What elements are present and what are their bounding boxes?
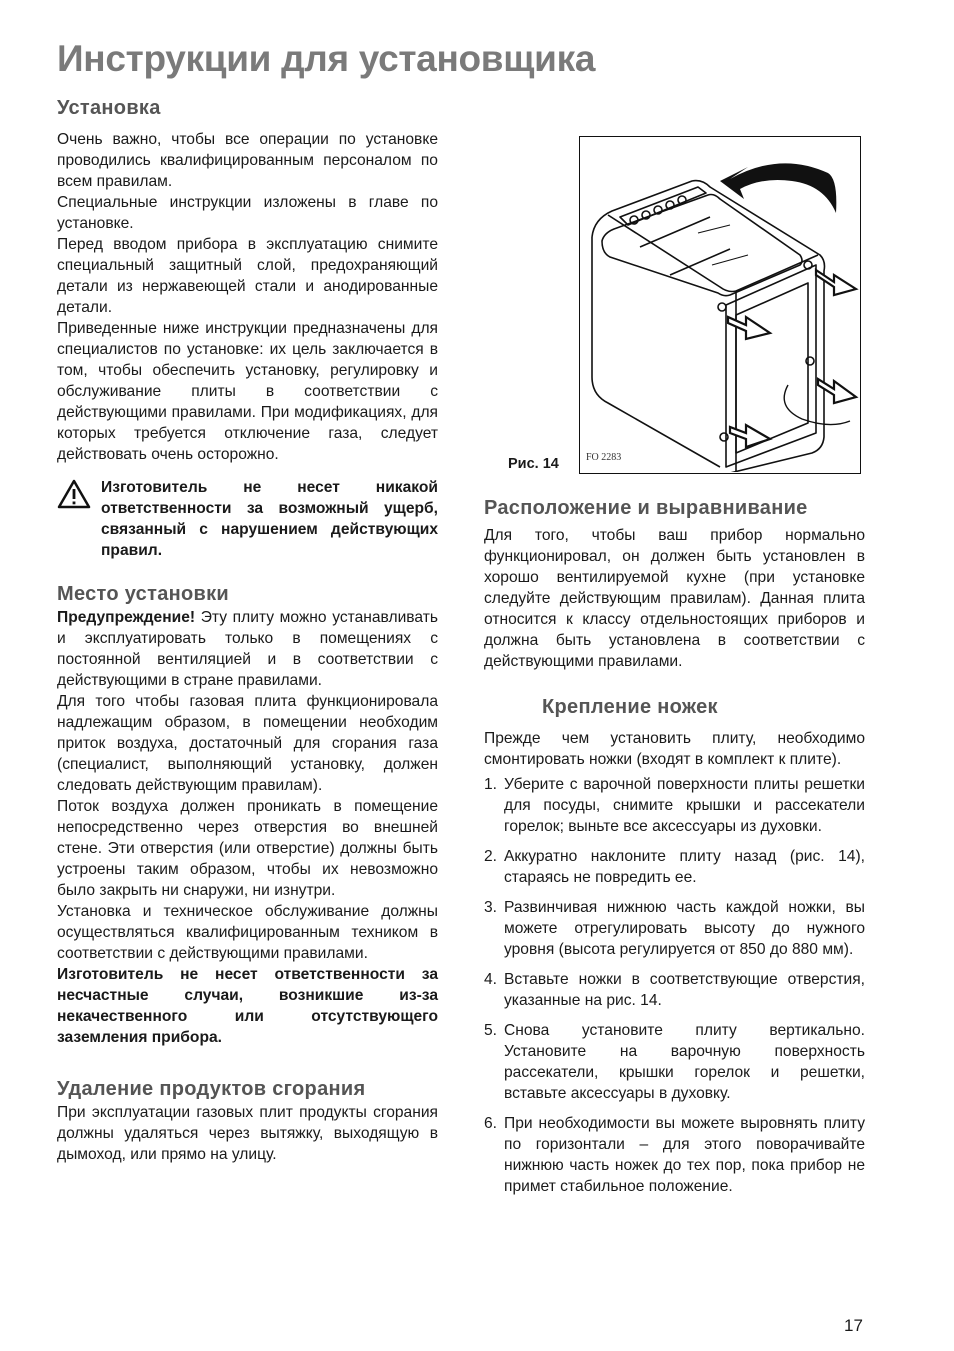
list-item: 2. Аккуратно наклоните плиту назад (рис. 14), стараясь не повредить ее. [484, 848, 865, 886]
combustion-paragraph: При эксплуатации газовых плит продукты сгорания должны удаляться через вытяжку, выходящую в дымоход, или прямо на улицу. [57, 1104, 438, 1163]
location-paragraph: Предупреждение! Эту плиту можно устанавливать и эксплуатировать только в помещениях с постоянной вентиляцией и в соответствии с действующими в стране правилами. [57, 609, 438, 689]
page-title: Инструкции для установщика [57, 38, 596, 79]
location-paragraph: Для того чтобы газовая плита функционировала надлежащим образом, в помещении необходим приток воздуха, достаточный для сгорания газа (специалист, выполняющий установку, должен следовать действующим правилам). [57, 693, 438, 794]
location-heading: Место установки [57, 583, 230, 605]
left-column [57, 95, 438, 1165]
page-number: 17 [844, 1316, 863, 1335]
figure-code: FO 2283 [586, 452, 622, 463]
location-paragraph: Поток воздуха должен проникать в помещение непосредственно через отверстия во внешней стене. Эти отверстия (или отверстие) должны быть устроены таким образом, чтобы их невозможно было закрыть ни снаружи, ни изнутри. [57, 798, 438, 899]
list-item: 5. Снова установите плиту вертикально. Установите на варочную поверхность рассекатели, крышки горелок и решетки, вставьте аксессуары в духовку. [484, 1022, 865, 1102]
liability-warning [57, 477, 438, 561]
grounding-warning: Изготовитель не несет ответственности за несчастные случаи, возникшие из-за некачественного или отсутствующего заземления прибора. [57, 966, 438, 1046]
list-item: 1. Уберите с варочной поверхности плиты решетки для посуды, снимите крышки и рассекатели горелок; выньте все аксессуары из духовки. [484, 776, 865, 835]
combustion-heading: Удаление продуктов сгорания [57, 1078, 366, 1100]
feet-heading: Крепление ножек [542, 696, 718, 718]
installation-paragraph: Специальные инструкции изложены в главе по установке. [57, 194, 438, 232]
feet-steps-list [484, 774, 865, 1197]
list-item: 4. Вставьте ножки в соответствующие отверстия, указанные на рис. 14. [484, 971, 865, 1009]
cooker-tilted-illustration [580, 137, 859, 472]
positioning-paragraph: Для того, чтобы ваш прибор нормально функционировал, он должен быть установлен в хорошо вентилируемой кухне (при установке следуйте действующим правилам). Данная плита относится к классу отдельностоящих приборов и должна быть установлена в соответствии с действующими правилами. [484, 527, 865, 670]
warning-triangle-icon [57, 479, 91, 509]
feet-intro: Прежде чем установить плиту, необходимо смонтировать ножки (входят в комплект к плите). [484, 730, 865, 768]
installation-paragraph: Перед вводом прибора в эксплуатацию снимите специальный защитный слой, предохраняющий детали из нержавеющей стали и анодированные детали. [57, 236, 438, 316]
figure-14 [579, 136, 861, 474]
list-item: 3. Развинчивая нижнюю часть каждой ножки, вы можете отрегулировать высоту до нужного уровня (высота регулируется от 850 до 880 мм). [484, 899, 865, 958]
positioning-heading: Расположение и выравнивание [484, 497, 808, 519]
installation-paragraph: Приведенные ниже инструкции предназначены для специалистов по установке: их цель заключается в том, чтобы обеспечить установку, регулировку и обслуживание плиты в соответствии с действующими правилами. При модификациях, для которых требуется отключение газа, следует действовать очень осторожно. [57, 320, 438, 463]
location-paragraph: Установка и техническое обслуживание должны осуществляться квалифицированным техником в соответствии с действующими правилами. [57, 903, 438, 962]
warning-text: Изготовитель не несет никакой ответственности за возможный ущерб, связанный с нарушением действующих правил. [101, 479, 438, 559]
installation-heading: Установка [57, 97, 161, 119]
installation-paragraph: Очень важно, чтобы все операции по установке проводились квалифицированным персоналом по всем правилам. [57, 131, 438, 190]
list-item: 6. При необходимости вы можете выровнять плиту по горизонтали – для этого поворачивайте нижнюю часть ножек до тех пор, пока прибор не примет стабильное положение. [484, 1115, 865, 1195]
right-column [484, 495, 865, 1206]
warning-label: Предупреждение! [57, 609, 196, 626]
figure-caption: Рис. 14 [508, 456, 559, 472]
